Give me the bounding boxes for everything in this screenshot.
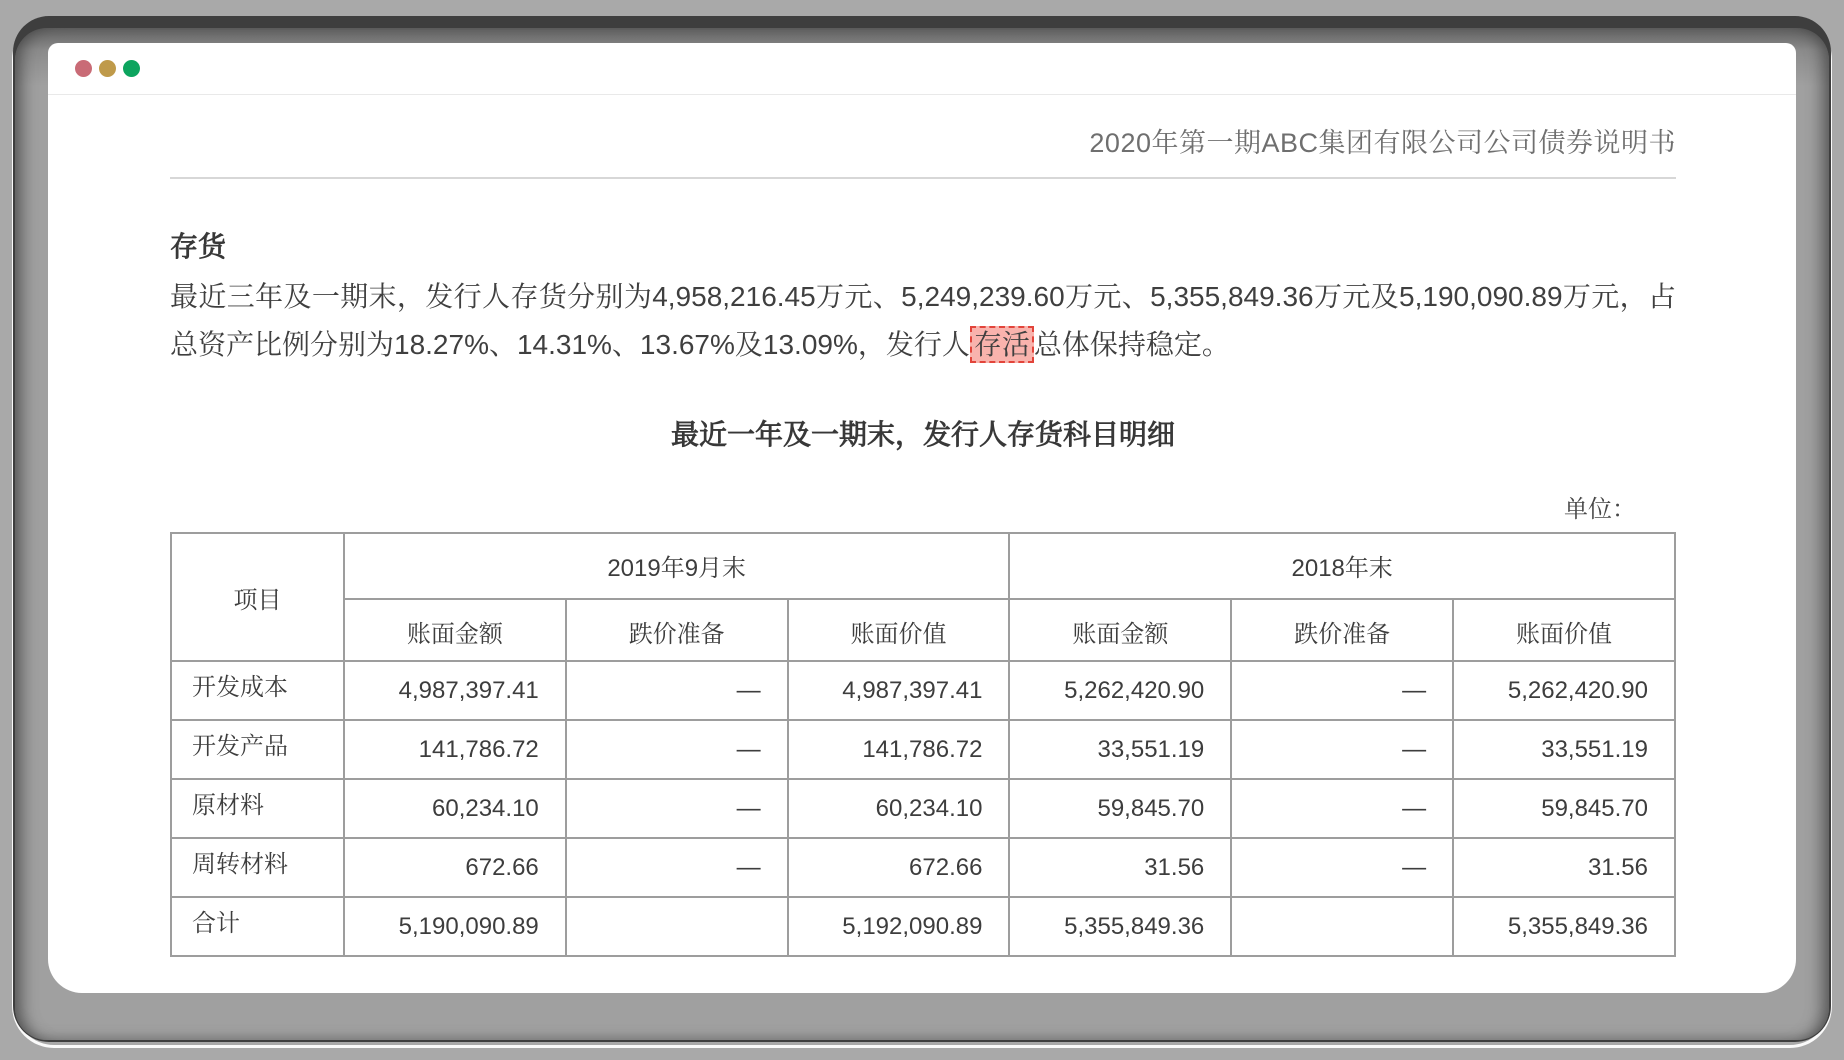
document-page: [48, 121, 1796, 957]
cell-value: —: [566, 720, 788, 779]
section-heading: 存货: [170, 231, 227, 262]
cell-value: 33,551.19: [1009, 720, 1231, 779]
body-paragraph: [170, 273, 1676, 369]
unit-label: 单位：: [1564, 496, 1636, 523]
inventory-detail-table: [170, 532, 1676, 957]
minimize-window-button[interactable]: [99, 60, 116, 77]
header-divider: [170, 177, 1676, 179]
cell-value: 5,190,090.89: [344, 897, 566, 956]
column-header-item: 项目: [171, 533, 344, 661]
column-header-price-reserve-2018: 跌价准备: [1231, 599, 1453, 661]
cell-value: —: [1231, 838, 1453, 897]
cell-value: 33,551.19: [1453, 720, 1675, 779]
row-label: 开发成本: [171, 661, 344, 720]
column-header-book-value-2018: 账面价值: [1453, 599, 1675, 661]
row-label: 开发产品: [171, 720, 344, 779]
cell-value: 5,262,420.90: [1453, 661, 1675, 720]
cell-value: 5,355,849.36: [1453, 897, 1675, 956]
cell-value: 672.66: [788, 838, 1010, 897]
cell-value: 31.56: [1453, 838, 1675, 897]
row-label: 周转材料: [171, 838, 344, 897]
table-header-row-periods: [171, 533, 1675, 599]
column-header-book-value-2019: 账面价值: [788, 599, 1010, 661]
cell-value: 31.56: [1009, 838, 1231, 897]
column-header-price-reserve-2019: 跌价准备: [566, 599, 788, 661]
table-header-row-measures: [171, 599, 1675, 661]
cell-value: —: [1231, 661, 1453, 720]
cell-value: 59,845.70: [1009, 779, 1231, 838]
document-window: [48, 43, 1796, 993]
row-label: 合计: [171, 897, 344, 956]
cell-value: 59,845.70: [1453, 779, 1675, 838]
cell-value: —: [566, 779, 788, 838]
cell-value: 672.66: [344, 838, 566, 897]
document-header-title: 2020年第一期ABC集团有限公司公司债券说明书: [1089, 128, 1676, 158]
row-label: 原材料: [171, 779, 344, 838]
cell-value: —: [1231, 720, 1453, 779]
cell-value: 141,786.72: [788, 720, 1010, 779]
column-header-book-amount-2019: 账面金额: [344, 599, 566, 661]
cell-value: 4,987,397.41: [344, 661, 566, 720]
cell-value: [1231, 897, 1453, 956]
column-header-2018: 2018年末: [1009, 533, 1675, 599]
table-row: [171, 720, 1675, 779]
cell-value: 141,786.72: [344, 720, 566, 779]
table-row-total: [171, 897, 1675, 956]
cell-value: 5,192,090.89: [788, 897, 1010, 956]
table-row: [171, 661, 1675, 720]
cell-value: —: [1231, 779, 1453, 838]
close-window-button[interactable]: [75, 60, 92, 77]
cell-value: [566, 897, 788, 956]
cell-value: —: [566, 838, 788, 897]
window-titlebar: [48, 43, 1796, 95]
zoom-window-button[interactable]: [123, 60, 140, 77]
cell-value: 4,987,397.41: [788, 661, 1010, 720]
highlighted-typo-annotation[interactable]: 存活: [970, 326, 1034, 363]
cell-value: 60,234.10: [788, 779, 1010, 838]
cell-value: 60,234.10: [344, 779, 566, 838]
column-header-book-amount-2018: 账面金额: [1009, 599, 1231, 661]
table-row: [171, 779, 1675, 838]
cell-value: 5,355,849.36: [1009, 897, 1231, 956]
column-header-2019: 2019年9月末: [344, 533, 1009, 599]
table-title: 最近一年及一期末，发行人存货科目明细: [670, 419, 1175, 450]
paragraph-text-before: 最近三年及一期末，发行人存货分别为4,958,216.45万元、5,249,239.60万元、5,355,849.36万元及5,190,090.89万元，占总资产比例分别为18.27%、14.31%、13.67%及13.09%，发行人: [170, 281, 1676, 360]
cell-value: —: [566, 661, 788, 720]
cell-value: 5,262,420.90: [1009, 661, 1231, 720]
table-row: [171, 838, 1675, 897]
paragraph-text-after: 总体保持稳定。: [1033, 329, 1230, 360]
